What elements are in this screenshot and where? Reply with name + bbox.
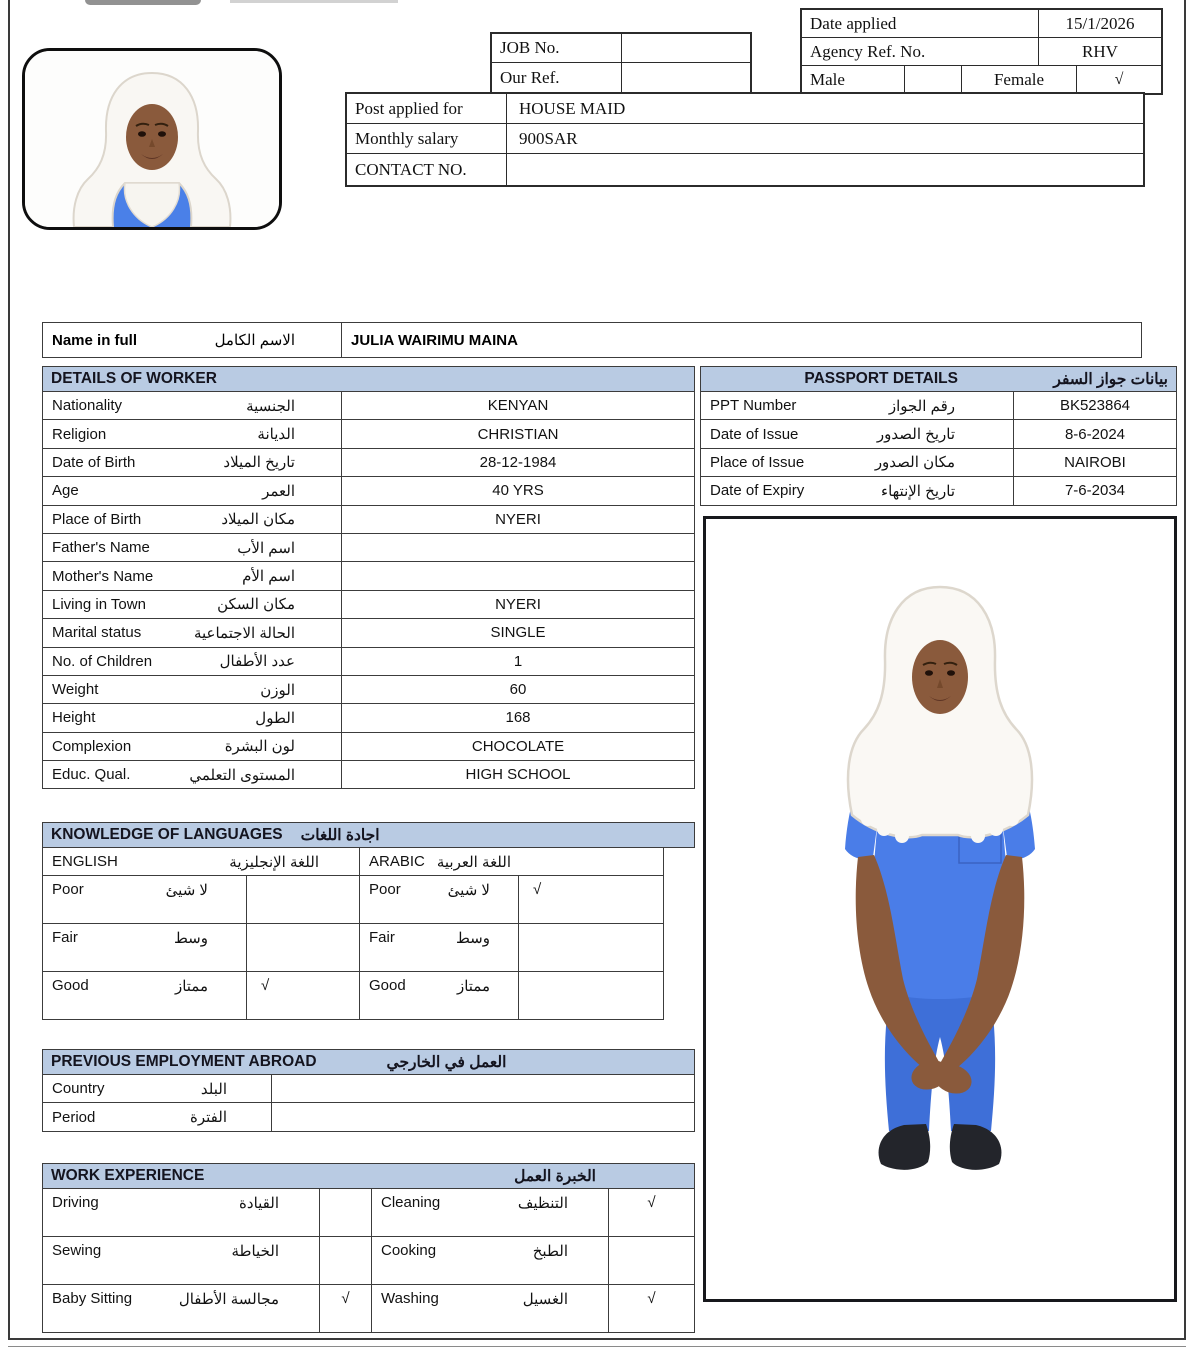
- name-label-en: Name in full: [52, 331, 138, 349]
- passport-value: 7-6-2034: [1013, 477, 1176, 504]
- passport-label-ar: رقم الجواز: [888, 397, 955, 415]
- job-no-row: [492, 34, 750, 63]
- skill-ar: مجالسة الأطفال: [178, 1291, 279, 1308]
- work-row-driving-cleaning: [42, 1189, 695, 1237]
- worker-value: [341, 562, 694, 589]
- passport-value: 8-6-2024: [1013, 420, 1176, 447]
- passport-details-section: [700, 366, 1177, 506]
- country-label-en: Country: [52, 1080, 105, 1098]
- page-border-right: [1184, 0, 1186, 1340]
- washing-label: [371, 1285, 608, 1332]
- driving-label: [43, 1189, 319, 1236]
- applicant-full-body-photo: [703, 516, 1177, 1302]
- our-ref-row: [492, 63, 750, 92]
- english-fair-check: [246, 924, 359, 971]
- worker-label: [43, 506, 341, 533]
- passport-label: [701, 449, 1013, 476]
- worker-label-en: Weight: [52, 681, 99, 699]
- work-experience-header-ar: الخبرة العمل: [514, 1167, 596, 1185]
- agency-ref-label: Agency Ref. No.: [802, 38, 1039, 65]
- post-applied-table: [345, 92, 1145, 187]
- date-applied-label: Date applied: [802, 10, 1039, 37]
- previous-employment-section: [42, 1049, 695, 1132]
- worker-label-ar: العمر: [262, 482, 295, 500]
- page-border-bottom-shadow: [8, 1346, 1186, 1347]
- page-border-bottom: [8, 1338, 1186, 1340]
- level-en: Fair: [52, 929, 78, 946]
- skill-ar: التنظيف: [517, 1195, 568, 1212]
- level-en: Poor: [369, 881, 401, 898]
- languages-section-header: [42, 822, 695, 848]
- worker-label-en: Marital status: [52, 624, 142, 642]
- passport-row-ppt-number: [700, 392, 1177, 420]
- name-label-ar: الاسم الكامل: [214, 332, 295, 349]
- worker-label-ar: الحالة الاجتماعية: [193, 624, 295, 642]
- level-ar: وسط: [173, 930, 208, 947]
- language-level-row-fair: [42, 924, 664, 972]
- worker-label: [43, 676, 341, 703]
- arabic-poor-check: √: [518, 876, 663, 923]
- prev-employment-header: [42, 1049, 695, 1075]
- worker-label: [43, 648, 341, 675]
- date-applied-table: [800, 8, 1163, 95]
- our-ref-value: [622, 63, 750, 92]
- driving-check: [319, 1189, 371, 1236]
- skill-en: Washing: [381, 1290, 439, 1307]
- worker-row-date-of-birth: [42, 449, 695, 477]
- period-label-en: Period: [52, 1108, 96, 1126]
- worker-value: HIGH SCHOOL: [341, 761, 694, 788]
- passport-label-en: PPT Number: [710, 397, 797, 415]
- gender-female-label: Female: [962, 66, 1077, 93]
- gender-male-label: Male: [802, 66, 905, 93]
- passport-label-ar: تاريخ الإنتهاء: [881, 482, 955, 500]
- work-row-babysitting-washing: [42, 1285, 695, 1333]
- arabic-title: ARABIC: [369, 853, 425, 870]
- language-level-row-poor: [42, 876, 664, 924]
- worker-label-ar: الجنسية: [246, 397, 295, 415]
- passport-label: [701, 392, 1013, 419]
- monthly-salary-value: 900SAR: [519, 128, 578, 148]
- worker-row-place-of-birth: [42, 506, 695, 534]
- passport-row-place-of-issue: [700, 449, 1177, 477]
- english-good-label: [43, 972, 246, 1019]
- worker-label-en: Date of Birth: [52, 453, 136, 471]
- worker-label: [43, 704, 341, 731]
- page-border-left: [8, 0, 10, 1340]
- worker-row-mothers-name: [42, 562, 695, 590]
- passport-value: NAIROBI: [1013, 449, 1176, 476]
- worker-value: SINGLE: [341, 619, 694, 646]
- skill-ar: الطبخ: [532, 1243, 568, 1260]
- worker-label-en: Educ. Qual.: [52, 766, 131, 784]
- worker-label-en: Complexion: [52, 737, 132, 755]
- worker-row-height: [42, 704, 695, 732]
- worker-label-ar: المستوى التعلمي: [189, 766, 295, 784]
- passport-label-ar: مكان الصدور: [874, 454, 955, 472]
- worker-row-age: [42, 477, 695, 505]
- worker-label: [43, 392, 341, 419]
- passport-header-ar: بيانات جواز السفر: [1053, 370, 1168, 388]
- passport-label: [701, 420, 1013, 447]
- worker-label: [43, 619, 341, 646]
- level-ar: لا شيئ: [447, 882, 490, 899]
- arabic-title-ar: اللغة العربية: [436, 853, 512, 871]
- baby-sitting-check: √: [319, 1285, 371, 1332]
- arabic-fair-label: [359, 924, 518, 971]
- name-label: [43, 323, 341, 357]
- worker-row-living-in-town: [42, 591, 695, 619]
- cooking-label: [371, 1237, 608, 1284]
- job-no-label: JOB No.: [492, 34, 622, 62]
- level-en: Good: [52, 977, 89, 994]
- worker-label: [43, 477, 341, 504]
- worker-label-ar: مكان الميلاد: [221, 511, 295, 529]
- worker-label: [43, 591, 341, 618]
- english-good-check: √: [246, 972, 359, 1019]
- worker-label-ar: لون البشرة: [224, 738, 295, 756]
- baby-sitting-label: [43, 1285, 319, 1332]
- worker-label-en: Place of Birth: [52, 510, 142, 528]
- worker-label-ar: اسم الأب: [237, 539, 295, 557]
- work-experience-header-en: WORK EXPERIENCE: [51, 1167, 205, 1184]
- post-applied-value: HOUSE MAID: [519, 98, 626, 118]
- english-poor-label: [43, 876, 246, 923]
- level-ar: وسط: [455, 930, 490, 947]
- passport-label-ar: تاريخ الصدور: [876, 426, 955, 444]
- passport-value: BK523864: [1013, 392, 1176, 419]
- languages-section: [42, 822, 695, 1020]
- country-value: [271, 1075, 694, 1102]
- worker-label: [43, 449, 341, 476]
- worker-row-religion: [42, 420, 695, 448]
- worker-value: 40 YRS: [341, 477, 694, 504]
- worker-row-nationality: [42, 392, 695, 420]
- level-en: Poor: [52, 881, 84, 898]
- post-applied-row: [347, 94, 1143, 124]
- skill-en: Sewing: [52, 1242, 102, 1259]
- sewing-check: [319, 1237, 371, 1284]
- period-label: [43, 1103, 271, 1130]
- agency-ref-row: [802, 38, 1161, 66]
- worker-label: [43, 761, 341, 788]
- job-no-value: [622, 34, 750, 62]
- worker-label: [43, 420, 341, 447]
- passport-label-en: Place of Issue: [710, 453, 805, 471]
- passport-label-en: Date of Issue: [710, 425, 799, 443]
- level-ar: لا شيئ: [165, 882, 208, 899]
- arabic-column-header: [359, 848, 663, 875]
- worker-label-en: Mother's Name: [52, 567, 154, 585]
- post-applied-label: Post applied for: [347, 94, 507, 123]
- work-row-sewing-cooking: [42, 1237, 695, 1285]
- worker-label: [43, 733, 341, 760]
- level-en: Good: [369, 977, 406, 994]
- gender-female-check: √: [1114, 70, 1124, 88]
- english-fair-label: [43, 924, 246, 971]
- worker-value: CHOCOLATE: [341, 733, 694, 760]
- worker-value: KENYAN: [341, 392, 694, 419]
- worker-row-fathers-name: [42, 534, 695, 562]
- contact-no-value: [507, 154, 1143, 185]
- passport-label-en: Date of Expiry: [710, 482, 805, 500]
- worker-value: 1: [341, 648, 694, 675]
- worker-value: NYERI: [341, 591, 694, 618]
- arabic-fair-check: [518, 924, 663, 971]
- worker-value: NYERI: [341, 506, 694, 533]
- details-of-worker-section: [42, 366, 695, 789]
- worker-value: [341, 534, 694, 561]
- applicant-portrait-photo: [22, 48, 282, 230]
- monthly-salary-label: Monthly salary: [347, 124, 507, 153]
- worker-label: [43, 562, 341, 589]
- worker-label-ar: الديانة: [257, 426, 295, 444]
- languages-header-ar: اجادة اللغات: [300, 826, 380, 844]
- name-value: JULIA WAIRIMU MAINA: [341, 323, 1141, 357]
- passport-label: [701, 477, 1013, 504]
- worker-label-en: No. of Children: [52, 652, 153, 670]
- reference-table: [490, 32, 752, 94]
- name-in-full-row: [42, 322, 1142, 358]
- sewing-label: [43, 1237, 319, 1284]
- worker-row-no-of-children: [42, 648, 695, 676]
- skill-en: Driving: [52, 1194, 99, 1211]
- skill-ar: الخياطة: [231, 1243, 279, 1260]
- cooking-check: [608, 1237, 694, 1284]
- level-en: Fair: [369, 929, 395, 946]
- worker-label-ar: الطول: [255, 709, 295, 727]
- gender-male-check: [905, 66, 962, 93]
- worker-label-en: Height: [52, 709, 96, 727]
- skill-en: Baby Sitting: [52, 1290, 133, 1307]
- agency-ref-value: RHV: [1082, 41, 1118, 61]
- skill-ar: القيادة: [239, 1195, 279, 1212]
- cleaning-check: √: [608, 1189, 694, 1236]
- worker-header-title: DETAILS OF WORKER: [51, 370, 217, 387]
- worker-label-en: Religion: [52, 425, 107, 443]
- country-label-ar: البلد: [200, 1080, 227, 1098]
- worker-label-ar: مكان السكن: [217, 596, 295, 614]
- worker-section-header: [42, 366, 695, 392]
- worker-row-weight: [42, 676, 695, 704]
- contact-no-row: [347, 154, 1143, 185]
- skill-en: Cooking: [381, 1242, 437, 1259]
- level-ar: ممتاز: [174, 978, 208, 995]
- worker-label-en: Age: [52, 482, 79, 500]
- worker-value: CHRISTIAN: [341, 420, 694, 447]
- passport-section-header: [700, 366, 1177, 392]
- languages-header-en: KNOWLEDGE OF LANGUAGES: [51, 826, 283, 843]
- worker-label-ar: الوزن: [260, 681, 295, 699]
- prev-employment-header-ar: العمل في الخارجي: [386, 1053, 507, 1071]
- prev-employment-row-period: [42, 1103, 695, 1131]
- english-poor-check: [246, 876, 359, 923]
- worker-row-educ-qual: [42, 761, 695, 789]
- washing-check: √: [608, 1285, 694, 1332]
- worker-value: 60: [341, 676, 694, 703]
- passport-row-date-of-expiry: [700, 477, 1177, 505]
- worker-label: [43, 534, 341, 561]
- full-body-illustration: [706, 519, 1174, 1299]
- agency-logo-cropped-2: [230, 0, 398, 3]
- contact-no-label: CONTACT NO.: [347, 154, 507, 185]
- period-value: [271, 1103, 694, 1130]
- worker-label-ar: اسم الأم: [242, 568, 295, 586]
- cleaning-label: [371, 1189, 608, 1236]
- english-title: ENGLISH: [52, 853, 118, 870]
- worker-label-en: Nationality: [52, 397, 123, 415]
- monthly-salary-row: [347, 124, 1143, 154]
- arabic-good-label: [359, 972, 518, 1019]
- languages-subheader-row: [42, 848, 664, 876]
- level-ar: ممتاز: [456, 978, 490, 995]
- work-experience-header: [42, 1163, 695, 1189]
- passport-row-date-of-issue: [700, 420, 1177, 448]
- skill-en: Cleaning: [381, 1194, 441, 1211]
- english-column-header: [43, 848, 359, 875]
- agency-logo-cropped: [85, 0, 201, 5]
- worker-label-ar: عدد الأطفال: [219, 653, 295, 671]
- skill-ar: الغسيل: [522, 1291, 568, 1308]
- worker-label-en: Father's Name: [52, 539, 150, 557]
- gender-row: [802, 66, 1161, 93]
- worker-label-en: Living in Town: [52, 595, 146, 613]
- prev-employment-row-country: [42, 1075, 695, 1103]
- worker-value: 168: [341, 704, 694, 731]
- language-level-row-good: [42, 972, 664, 1020]
- worker-row-complexion: [42, 733, 695, 761]
- work-experience-section: [42, 1163, 695, 1333]
- date-applied-row: [802, 10, 1161, 38]
- prev-employment-header-en: PREVIOUS EMPLOYMENT ABROAD: [51, 1053, 317, 1070]
- country-label: [43, 1075, 271, 1102]
- our-ref-label: Our Ref.: [492, 63, 622, 92]
- worker-value: 28-12-1984: [341, 449, 694, 476]
- period-label-ar: الفترة: [190, 1109, 227, 1127]
- arabic-poor-label: [359, 876, 518, 923]
- portrait-illustration: [25, 51, 279, 227]
- arabic-good-check: [518, 972, 663, 1019]
- worker-label-ar: تاريخ الميلاد: [223, 454, 295, 472]
- date-applied-value: 15/1/2026: [1065, 13, 1135, 33]
- passport-header-en: PASSPORT DETAILS: [804, 370, 958, 387]
- english-title-ar: اللغة الإنجليزية: [229, 853, 319, 871]
- worker-row-marital-status: [42, 619, 695, 647]
